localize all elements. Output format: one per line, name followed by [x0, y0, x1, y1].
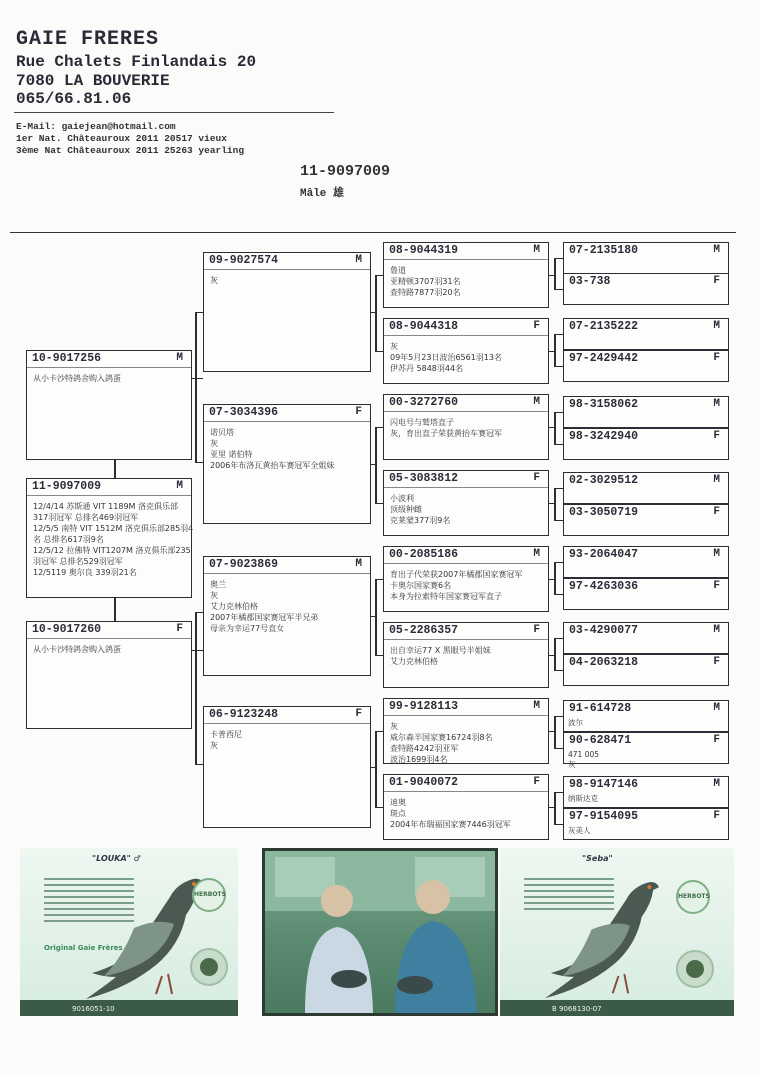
header-divider: [14, 112, 334, 113]
bird-note-line: 09年5月23日波治6561羽13名: [390, 353, 502, 362]
pedigree-connector: [554, 748, 563, 749]
breeder-phone: 065/66.81.06: [16, 90, 132, 108]
box-divider: [384, 335, 548, 336]
pedigree-connector: [554, 412, 556, 444]
bird-note-line: 灰，育出直子荣获黄抬车赛冠军: [390, 429, 502, 438]
bird-ring-number: 07-2135180: [569, 244, 639, 257]
box-divider: [384, 563, 548, 564]
bird-sex: F: [533, 472, 540, 484]
bird-note-line: 育出子代荣获2007年橘郡国家赛冠军: [390, 570, 523, 579]
pedigree-box: [563, 350, 729, 382]
pedigree-box: [563, 654, 729, 686]
bird-sex: F: [713, 656, 720, 668]
bird-sex: M: [713, 398, 720, 410]
pedigree-box: [563, 732, 729, 769]
bird-note-line: 灰: [390, 722, 398, 731]
box-divider: [27, 495, 191, 496]
bird-note-line: 灰: [390, 342, 398, 351]
pedigree-connector: [554, 488, 556, 520]
bird-notes: [390, 721, 544, 765]
bird-ring-number: 07-3034396: [209, 406, 279, 419]
bird-note-line: 本身为拉索特年国家赛冠军直子: [390, 592, 502, 601]
box-divider: [204, 269, 370, 270]
bird-ring-number: 10-9017256: [32, 352, 102, 365]
pedigree-connector: [375, 655, 383, 656]
pedigree-connector: [554, 258, 556, 289]
bird-note-line: 灰: [210, 439, 218, 448]
bird-notes: [568, 718, 724, 728]
bird-ring-number: 10-9017260: [32, 623, 102, 636]
pedigree-box: [563, 242, 729, 274]
card-title-seba: "Seba": [582, 854, 613, 863]
bird-note-line: 波治1699羽4名: [390, 755, 448, 764]
bird-ring-number: 98-3242940: [569, 430, 639, 443]
bird-sex: F: [713, 430, 720, 442]
bird-sex: M: [713, 778, 720, 790]
breeder-street: Rue Chalets Finlandais 20: [16, 53, 257, 71]
pedigree-connector: [554, 562, 556, 594]
bird-sex: M: [176, 480, 183, 492]
photo-card-louka: [20, 848, 238, 1016]
bird-ring-number: 00-3272760: [389, 396, 459, 409]
card-footer-left: [20, 1000, 238, 1016]
bird-note-line: 出自幸运77 X 黑眼号半姐妹: [390, 646, 491, 655]
pedigree-box: [563, 546, 729, 578]
bird-notes: [210, 579, 366, 634]
pedigree-connector: [554, 792, 556, 824]
bird-note-line: 灰: [210, 276, 218, 285]
bird-note-line: 鲁道: [390, 266, 406, 275]
bird-ring-number: 06-9123248: [209, 708, 279, 721]
bird-sex: F: [713, 275, 720, 287]
bird-notes: [390, 493, 544, 526]
pedigree-connector: [114, 460, 116, 478]
subject-sex: Mâle 雄: [300, 188, 345, 200]
bird-sex: F: [533, 776, 540, 788]
pigeon-image-louka: [82, 858, 212, 1003]
bird-note-line: 从小卡沙特鸽舍购入鸽蛋: [33, 645, 121, 654]
bird-note-line: 小波利: [390, 494, 414, 503]
bird-notes: [390, 341, 544, 374]
bird-ring-number: 98-9147146: [569, 778, 639, 791]
bird-note-line: 诺贝塔: [210, 428, 234, 437]
bird-notes: [210, 275, 366, 286]
box-divider: [27, 367, 191, 368]
pedigree-connector: [554, 716, 563, 717]
pedigree-connector: [375, 731, 377, 807]
pedigree-connector: [375, 503, 383, 504]
pedigree-connector: [554, 670, 563, 671]
pedigree-top-rule: [10, 232, 736, 233]
pedigree-box: [383, 242, 549, 308]
pedigree-box: [563, 700, 729, 732]
bird-sex: M: [533, 700, 540, 712]
subject-ring-number: 11-9097009: [300, 163, 391, 180]
pedigree-connector: [554, 824, 563, 825]
bird-note-line: 顶级种雌: [390, 505, 422, 514]
box-divider: [204, 723, 370, 724]
bird-ring-number: 00-2085186: [389, 548, 459, 561]
pedigree-connector: [195, 312, 203, 313]
breeder-city: 7080 LA BOUVERIE: [16, 72, 170, 90]
pedigree-connector: [192, 650, 203, 651]
box-divider: [384, 639, 548, 640]
bird-note-line: 波尔: [568, 718, 583, 727]
bird-sex: M: [713, 244, 720, 256]
bird-sex: M: [713, 548, 720, 560]
breeder-name: GAIE FRERES: [16, 28, 160, 51]
pedigree-box: [203, 556, 371, 676]
bird-note-line: 奥兰: [210, 580, 226, 589]
bird-notes: [390, 797, 544, 830]
pedigree-box: [563, 273, 729, 305]
box-divider: [204, 573, 370, 574]
pedigree-connector: [554, 716, 556, 748]
pedigree-box: [563, 428, 729, 460]
bird-sex: F: [713, 810, 720, 822]
bird-sex: F: [533, 320, 540, 332]
bird-notes: [390, 569, 544, 602]
pedigree-box: [203, 706, 371, 828]
bird-note-line: 伊苏丹 5848羽44名: [390, 364, 464, 373]
bird-note-line: 2004年布瑞福国家赛7446羽冠军: [390, 820, 511, 829]
bird-sex: F: [713, 352, 720, 364]
bird-notes: [210, 427, 366, 471]
box-divider: [384, 715, 548, 716]
pedigree-box: [383, 698, 549, 764]
bird-notes: [33, 373, 187, 384]
bird-sex: M: [533, 548, 540, 560]
bird-ring-number: 91-614728: [569, 702, 632, 715]
bird-ring-number: 08-9044318: [389, 320, 459, 333]
bird-sex: M: [176, 352, 183, 364]
card-ring-seba: B 9068130-07: [552, 1005, 602, 1013]
bird-sex: F: [713, 506, 720, 518]
pedigree-box: [563, 776, 729, 808]
pedigree-box: [26, 478, 192, 598]
breeders-photo-image: [265, 851, 495, 1013]
pedigree-connector: [554, 638, 556, 670]
pedigree-box: [383, 318, 549, 384]
bird-ring-number: 97-9154095: [569, 810, 639, 823]
bird-note-line: 名 总排名617羽9名: [33, 535, 104, 544]
bird-note-line: 12/4/14 苏斯通 VIT 1189M 洛克俱乐部: [33, 502, 178, 511]
pedigree-box: [383, 622, 549, 688]
bird-ring-number: 01-9040072: [389, 776, 459, 789]
pedigree-box: [563, 622, 729, 654]
bird-sex: F: [355, 406, 362, 418]
pedigree-connector: [554, 792, 563, 793]
bird-note-line: 灰美人: [568, 826, 591, 835]
medal-badge-right: HERBOTS: [676, 880, 710, 914]
bird-note-line: 艾力克林伯格: [390, 657, 438, 666]
pedigree-connector: [554, 594, 563, 595]
bird-note-line: 471 005: [568, 750, 600, 759]
pedigree-connector: [195, 764, 203, 765]
bird-note-line: 母亲为幸运77号直女: [210, 624, 285, 633]
bird-ring-number: 11-9097009: [32, 480, 102, 493]
bird-note-line: 威尔森半国家赛16724羽8名: [390, 733, 493, 742]
bird-ring-number: 03-4290077: [569, 624, 639, 637]
bird-sex: M: [713, 320, 720, 332]
pedigree-connector: [375, 351, 383, 352]
bird-notes: [33, 501, 194, 578]
bird-sex: M: [713, 624, 720, 636]
bird-ring-number: 05-3083812: [389, 472, 459, 485]
pedigree-box: [563, 318, 729, 350]
pedigree-box: [563, 578, 729, 610]
bird-note-line: 斑点: [390, 809, 406, 818]
bird-note-line: 12/5/5 南特 VIT 1512M 洛克俱乐部285羽4: [33, 524, 194, 533]
bird-note-line: 12/5119 奥尔良 339羽21名: [33, 568, 137, 577]
bird-note-line: 卡普西尼: [210, 730, 242, 739]
bird-note-line: 317羽冠军 总排名469羽冠军: [33, 513, 139, 522]
pedigree-connector: [375, 807, 383, 808]
eye-image-left: [190, 948, 228, 986]
bird-note-line: 2006年布洛瓦黄抬车赛冠军全姐妹: [210, 461, 335, 470]
bird-ring-number: 09-9027574: [209, 254, 279, 267]
bird-sex: M: [355, 558, 362, 570]
bird-ring-number: 98-3158062: [569, 398, 639, 411]
card-footer-right: [500, 1000, 734, 1016]
bird-ring-number: 03-3050719: [569, 506, 639, 519]
bird-ring-number: 93-2064047: [569, 548, 639, 561]
eye-image-right: [676, 950, 714, 988]
bird-note-line: 灰: [210, 741, 218, 750]
pedigree-connector: [375, 731, 383, 732]
bird-sex: F: [713, 580, 720, 592]
bird-ring-number: 08-9044319: [389, 244, 459, 257]
bird-note-line: 迪奥: [390, 798, 406, 807]
bird-notes: [390, 417, 544, 439]
pedigree-connector: [375, 275, 383, 276]
bird-note-line: 闪电号与鹫塔直子: [390, 418, 454, 427]
pedigree-connector: [375, 579, 383, 580]
pedigree-box: [563, 396, 729, 428]
bird-notes: [568, 750, 724, 770]
breeder-email: E-Mail: gaiejean@hotmail.com: [16, 121, 176, 132]
pedigree-box: [383, 394, 549, 460]
bird-notes: [210, 729, 366, 751]
bird-ring-number: 05-2286357: [389, 624, 459, 637]
bird-note-line: 查特路4242羽亚军: [390, 744, 459, 753]
pedigree-box: [26, 621, 192, 729]
bird-note-line: 灰: [568, 760, 576, 769]
pedigree-box: [203, 252, 371, 372]
bird-notes: [568, 826, 724, 836]
bird-note-line: 12/5/12 拉佛特 VIT1207M 洛克俱乐部235: [33, 546, 191, 555]
pedigree-box: [26, 350, 192, 460]
pedigree-connector: [375, 275, 377, 351]
pedigree-connector: [195, 612, 203, 613]
pedigree-connector: [554, 258, 563, 259]
bird-sex: F: [713, 734, 720, 746]
box-divider: [384, 487, 548, 488]
pedigree-box: [383, 470, 549, 536]
bird-note-line: 2007年橘郡国家赛冠军半兄弟: [210, 613, 319, 622]
medal-badge-left: HERBOTS: [192, 878, 226, 912]
pedigree-connector: [375, 427, 377, 503]
bird-sex: F: [533, 624, 540, 636]
pedigree-box: [203, 404, 371, 524]
box-divider: [204, 421, 370, 422]
bird-note-line: 克莱蒙377羽9名: [390, 516, 451, 525]
breeder-result-2: 3ème Nat Châteauroux 2011 25263 yearling: [16, 145, 245, 156]
bird-sex: M: [533, 244, 540, 256]
pedigree-connector: [554, 638, 563, 639]
pedigree-box: [563, 808, 729, 840]
box-divider: [384, 791, 548, 792]
bird-note-line: 卡奥尔国家赛6名: [390, 581, 452, 590]
bird-ring-number: 02-3029512: [569, 474, 639, 487]
box-divider: [27, 638, 191, 639]
pedigree-box: [563, 504, 729, 536]
bird-ring-number: 07-9023869: [209, 558, 279, 571]
photo-breeders: [262, 848, 498, 1016]
bird-ring-number: 04-2063218: [569, 656, 639, 669]
bird-sex: M: [355, 254, 362, 266]
bird-ring-number: 03-738: [569, 275, 611, 288]
card-brand-text: Original Gaie Frères: [44, 944, 123, 952]
pedigree-connector: [554, 289, 563, 290]
bird-sex: M: [713, 702, 720, 714]
pedigree-connector: [195, 612, 197, 764]
pedigree-connector: [554, 520, 563, 521]
card-title-louka: "LOUKA" ♂: [92, 854, 141, 863]
bird-sex: F: [355, 708, 362, 720]
bird-sex: M: [533, 396, 540, 408]
pedigree-connector: [554, 488, 563, 489]
bird-note-line: 查特路7877羽20名: [390, 288, 461, 297]
pedigree-connector: [375, 427, 383, 428]
bird-ring-number: 97-2429442: [569, 352, 639, 365]
bird-note-line: 从小卡沙特鸽舍购入鸽蛋: [33, 374, 121, 383]
pedigree-connector: [554, 366, 563, 367]
box-divider: [384, 259, 548, 260]
pedigree-connector: [195, 462, 203, 463]
pedigree-connector: [554, 334, 563, 335]
pedigree-connector: [195, 312, 197, 462]
pedigree-connector: [554, 562, 563, 563]
bird-note-line: 纳斯达克: [568, 794, 598, 803]
bird-notes: [568, 794, 724, 804]
pedigree-connector: [554, 334, 556, 366]
bird-ring-number: 07-2135222: [569, 320, 639, 333]
pedigree-connector: [375, 579, 377, 655]
bird-notes: [390, 265, 544, 298]
pedigree-box: [563, 472, 729, 504]
pedigree-connector: [114, 598, 116, 621]
box-divider: [384, 411, 548, 412]
bird-note-line: 羽冠军 总排名529羽冠军: [33, 557, 123, 566]
bird-ring-number: 97-4263036: [569, 580, 639, 593]
pedigree-box: [383, 774, 549, 840]
bird-notes: [390, 645, 544, 667]
bird-note-line: 灰: [210, 591, 218, 600]
bird-note-line: 亚精顿3707羽31名: [390, 277, 461, 286]
pedigree-connector: [554, 412, 563, 413]
bird-note-line: 艾力克林伯格: [210, 602, 258, 611]
card-ring-louka: 9016051-10: [72, 1005, 115, 1013]
breeder-result-1: 1er Nat. Châteauroux 2011 20517 vieux: [16, 133, 227, 144]
bird-notes: [33, 644, 187, 655]
pedigree-connector: [554, 444, 563, 445]
bird-ring-number: 90-628471: [569, 734, 632, 747]
pigeon-image-seba: [534, 862, 674, 1002]
bird-ring-number: 99-9128113: [389, 700, 459, 713]
bird-note-line: 亚里 诺伯特: [210, 450, 253, 459]
photo-card-seba: [500, 848, 734, 1016]
bird-sex: M: [713, 474, 720, 486]
pedigree-connector: [192, 378, 203, 379]
bird-sex: F: [176, 623, 183, 635]
pedigree-box: [383, 546, 549, 612]
